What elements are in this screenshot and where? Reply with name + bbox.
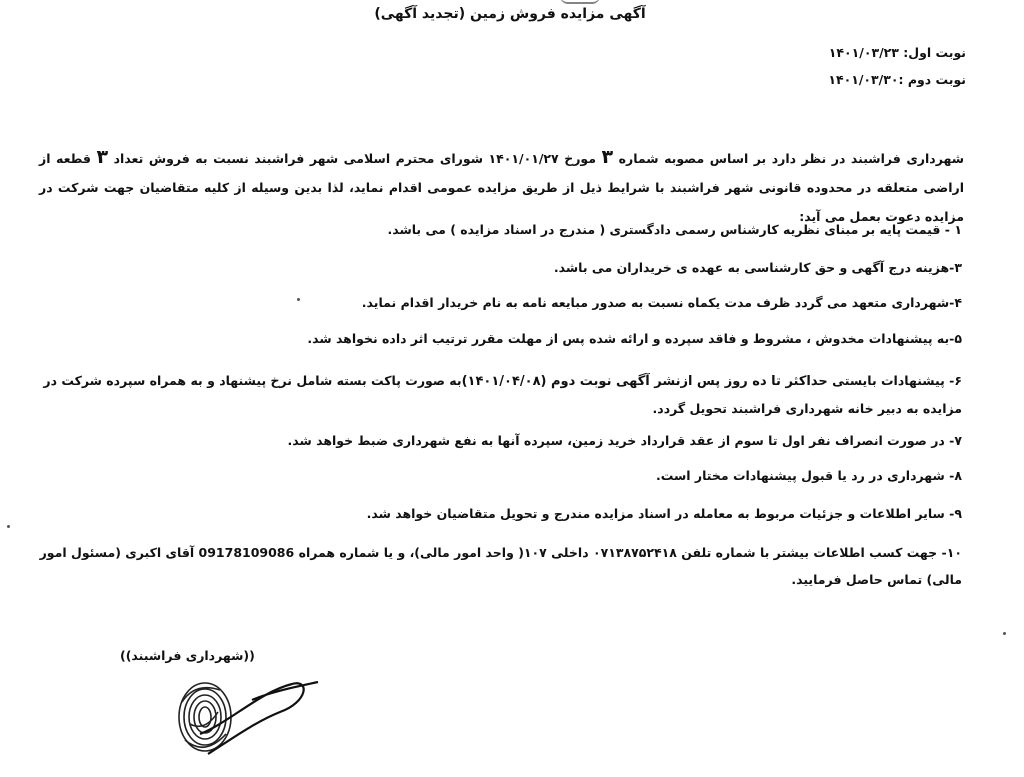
scan-speck [7, 525, 10, 528]
item-6-text-end: به صورت پاکت بسته شامل نرخ پیشنهاد و به همراه سپرده شرکت در مزایده به دبیر خانه شهرداری فراشبند تحویل گردد. [43, 373, 962, 416]
resolution-number: ۳ [601, 146, 614, 168]
fingerprint-icon [179, 683, 231, 751]
intro-text-2: مورخ ۱۴۰۱/۰۱/۲۷ شورای محترم اسلامی شهر فراشبند نسبت به فروش تعداد [108, 151, 602, 166]
condition-item-6 [42, 367, 962, 422]
condition-item-5: ۵-به پیشنهادات مخدوش ، مشروط و فاقد سپرده و ارائه شده پس از مهلت مقرر ترتیب اثر داده نخواهد شد. [307, 331, 962, 346]
condition-item-7: ۷- در صورت انصراف نفر اول تا سوم از عقد قرارداد خرید زمین، سپرده آنها به نفع شهرداری ضبط خواهد شد. [287, 433, 962, 448]
intro-text-1: شهرداری فراشبند در نظر دارد بر اساس مصوبه شماره [613, 151, 965, 166]
signature-stroke [200, 682, 318, 754]
intro-text-3: قطعه از اراضی متعلقه در محدوده قانونی شهر فراشبند با شرایط ذیل از طریق مزایده عمومی اقدام نماید، لذا بدین وسیله از کلیه متقاضیان جهت شرکت در مزایده دعوت بعمل می آید: [39, 151, 964, 224]
fingerprint-signature-icon [160, 662, 320, 777]
condition-item-10: ۱۰- جهت کسب اطلاعات بیشتر با شماره تلفن ۰۷۱۳۸۷۵۲۴۱۸ داخلی ۱۰۷( واحد امور مالی)، و یا شماره همراه 09178109086 آقای اکبری (مسئول امور مالی) تماس حاصل فرمایید. [39, 545, 962, 587]
plot-count: ۳ [96, 146, 109, 168]
condition-item-1: ۱ - قیمت پایه بر مبنای نظریه کارشناس رسمی دادگستری ( مندرج در اسناد مزایده ) می باشد. [387, 222, 962, 237]
top-cut-mark [560, 0, 600, 4]
condition-item-4: ۴-شهرداری متعهد می گردد ظرف مدت یکماه نسبت به صدور مبایعه نامه به نام خریدار اقدام نماید. [361, 295, 962, 310]
signature-label: ((شهرداری فراشبند)) [120, 648, 255, 663]
deadline-highlight: حداکثر تا ده روز پس ازنشر آگهی نوبت دوم (۱۴۰۱/۰۴/۰۸) [461, 374, 828, 389]
condition-item-9: ۹- سایر اطلاعات و جزئیات مربوط به معامله در اسناد مزایده مندرج و تحویل متقاضیان خواهد شد. [366, 506, 962, 521]
page-title: آگهی مزایده فروش زمین (تجدید آگهی) [374, 6, 646, 22]
scan-speck [1003, 632, 1006, 635]
first-publication-date: نوبت اول: ۱۴۰۱/۰۳/۲۳ [828, 45, 966, 60]
item-6-text-start: ۶- پیشنهادات بایستی [827, 373, 962, 388]
scan-speck [297, 298, 300, 301]
condition-item-3: ۳-هزینه درج آگهی و حق کارشناسی به عهده ی خریداران می باشد. [553, 260, 962, 275]
second-publication-date: نوبت دوم :۱۴۰۱/۰۳/۳۰ [828, 72, 966, 87]
condition-item-8: ۸- شهرداری در رد یا قبول پیشنهادات مختار است. [655, 468, 962, 483]
